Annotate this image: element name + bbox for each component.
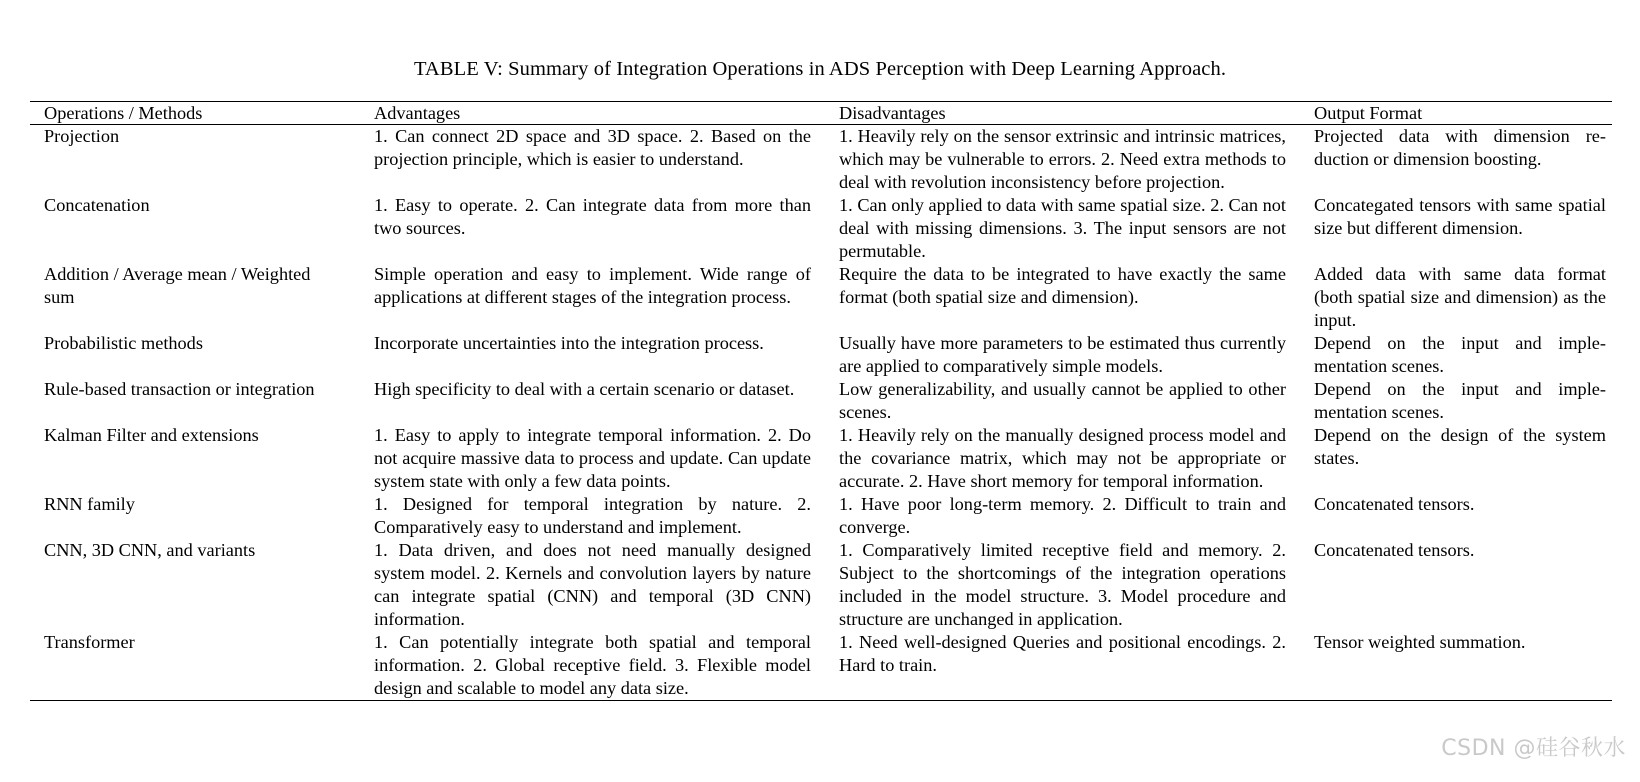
table-row [30,263,1612,332]
table-caption: TABLE V: Summary of Integration Operations in ADS Perception with Deep Learning Approach. [413,58,1227,80]
csdn-watermark: CSDN @硅谷秋水 [1441,736,1626,761]
table-row [30,332,1612,378]
output-format-cell: Depend on the design of the system states. [1314,425,1606,468]
table-row [30,424,1612,493]
disadvantages-cell: 1. Have poor long-term memory. 2. Difficult to train and converge. [839,494,1286,537]
disadvantages-cell: Low generalizability, and usually cannot be applied to other scenes. [839,379,1286,422]
table-row [30,539,1612,631]
operation-cell: RNN family [44,494,135,514]
table-row [30,493,1612,539]
disadvantages-cell: 1. Need well-designed Queries and positional encodings. 2. Hard to train. [839,632,1286,675]
operation-cell: Kalman Filter and extensions [44,425,259,445]
operation-cell: CNN, 3D CNN, and variants [44,540,256,560]
advantages-cell: 1. Designed for temporal integration by nature. 2. Comparatively easy to understand and implement. [374,494,811,537]
advantages-cell: 1. Can potentially integrate both spatial and temporal information. 2. Global receptive field. 3. Flexible model design and scalable to model any data size. [374,632,811,698]
table-row [30,631,1612,701]
advantages-cell: 1. Easy to operate. 2. Can integrate data from more than two sources. [374,195,811,238]
table-row [30,378,1612,424]
disadvantages-cell: Require the data to be integrated to have exactly the same format (both spatial size and dimension). [839,264,1286,307]
disadvantages-cell: 1. Can only applied to data with same spatial size. 2. Can not deal with missing dimensions. 3. The input sensors are not permutable. [839,195,1286,261]
output-format-cell: Depend on the input and implementation scenes. [1314,333,1606,376]
advantages-cell: 1. Data driven, and does not need manually designed system model. 2. Kernels and convolution layers by nature can integrate spatial (CNN) and temporal (3D CNN) information. [374,540,811,629]
column-header-disadvantages: Disadvantages [839,103,946,123]
advantages-cell: Incorporate uncertainties into the integration process. [374,333,764,353]
table-row [30,194,1612,263]
advantages-cell: High specificity to deal with a certain scenario or dataset. [374,379,795,399]
operation-cell: Projection [44,126,120,146]
column-header-advantages: Advantages [374,103,461,123]
output-format-cell: Tensor weighted summation. [1314,632,1526,652]
disadvantages-cell: 1. Heavily rely on the sensor extrinsic and intrinsic matrices, which may be vulnerable to errors. 2. Need extra methods to deal with revolution inconsistency before projection. [839,126,1286,192]
operation-cell: Rule-based transaction or integration [44,379,315,399]
output-format-cell: Depend on the input and implementation scenes. [1314,379,1606,422]
advantages-cell: Simple operation and easy to implement. Wide range of applications at different stages of the integration process. [374,264,811,307]
column-header-output-format: Output Format [1314,103,1423,123]
advantages-cell: 1. Easy to apply to integrate temporal information. 2. Do not acquire massive data to process and update. Can update system state with only a few data points. [374,425,811,491]
disadvantages-cell: 1. Heavily rely on the manually designed process model and the covariance matrix, which may not be appropriate or accurate. 2. Have short memory for temporal information. [839,425,1286,491]
operation-cell: Addition / Average mean / Weighted sum [44,264,311,307]
disadvantages-cell: Usually have more parameters to be estimated thus currently are applied to comparatively simple models. [839,333,1286,376]
advantages-cell: 1. Can connect 2D space and 3D space. 2. Based on the projection principle, which is easier to understand. [374,126,811,169]
column-header-operations: Operations / Methods [44,103,203,123]
output-format-cell: Concategated tensors with same spatial size but different dimension. [1314,195,1606,238]
table-row [30,125,1612,195]
operation-cell: Probabilistic methods [44,333,203,353]
summary-table [30,101,1612,701]
output-format-cell: Concatenated tensors. [1314,494,1475,514]
operation-cell: Concatenation [44,195,150,215]
disadvantages-cell: 1. Comparatively limited receptive field and memory. 2. Subject to the shortcomings of the integration operations included in the model structure. 3. Model procedure and structure are unchanged in application. [839,540,1286,629]
operation-cell: Transformer [44,632,135,652]
output-format-cell: Concatenated tensors. [1314,540,1475,560]
table-header-row [30,102,1612,125]
output-format-cell: Added data with same data format (both spatial size and dimension) as the input. [1314,264,1606,330]
output-format-cell: Projected data with dimension reduction or dimension boosting. [1314,126,1606,169]
